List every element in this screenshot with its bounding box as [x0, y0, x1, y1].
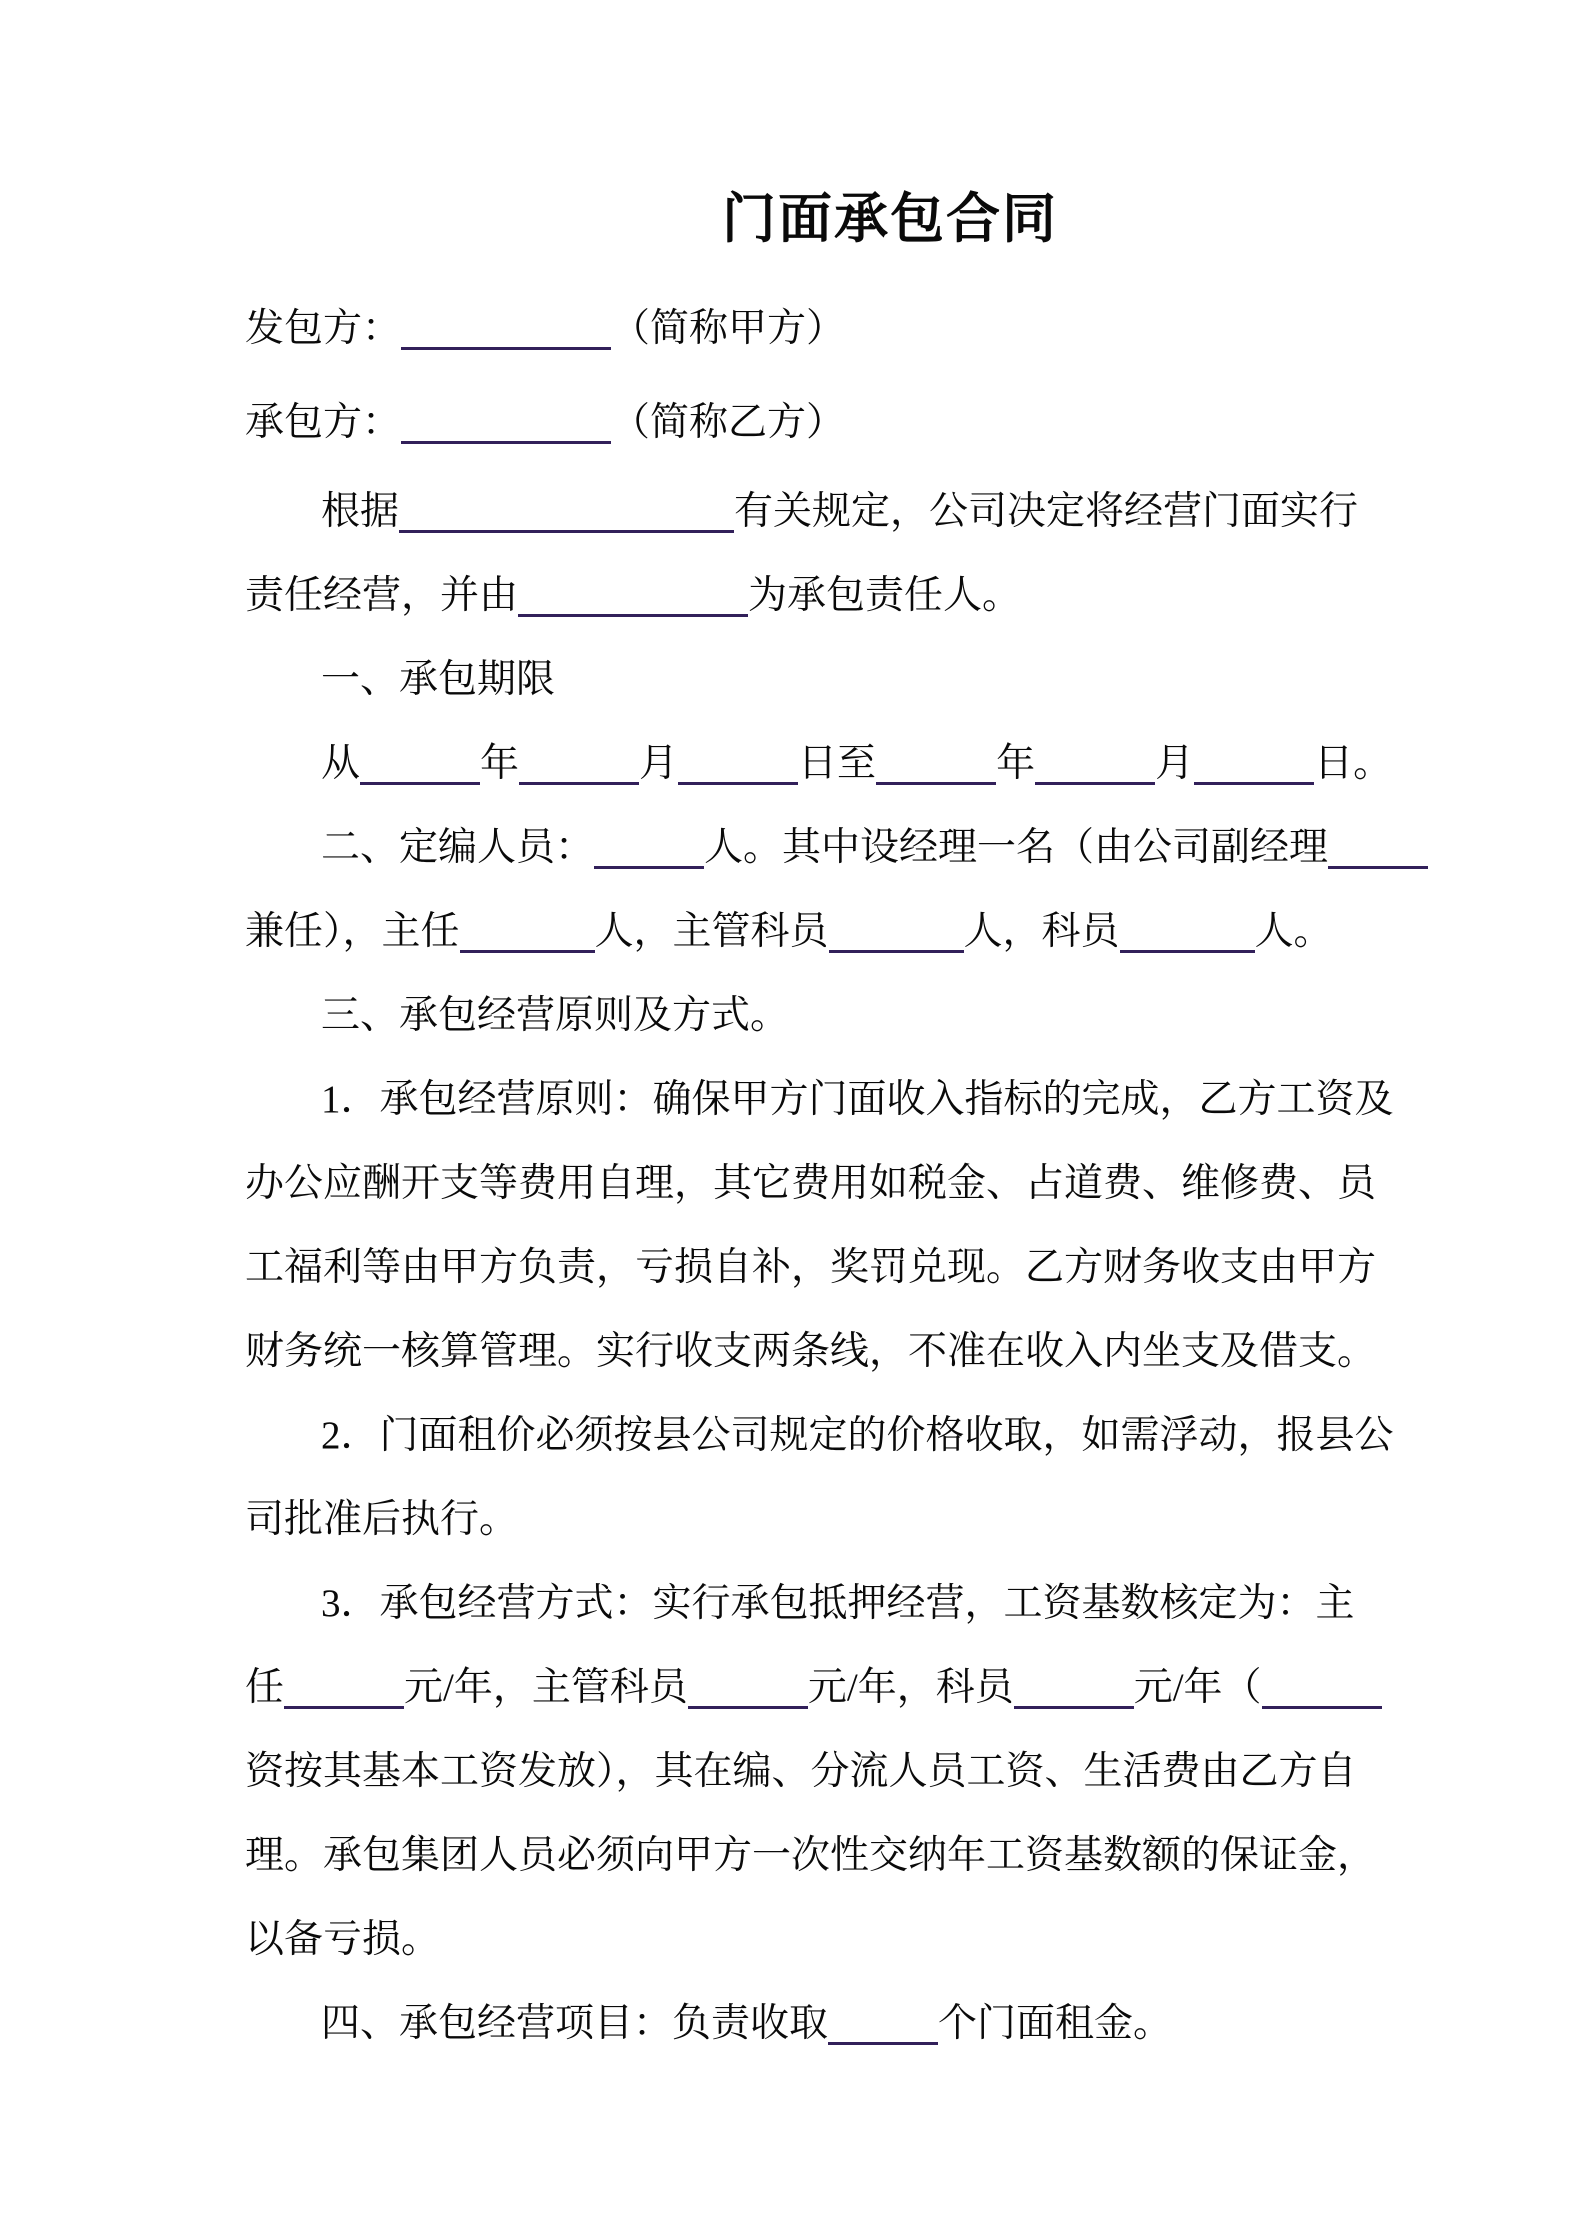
- paragraph-line: [245, 1142, 1460, 1226]
- fill-in-blank-underline: [1035, 779, 1155, 785]
- text-run: 1．承包经营原则：确保甲方门面收入指标的完成，乙方工资及: [321, 1078, 1394, 1121]
- paragraph-line: [245, 376, 1460, 470]
- paragraph-line: [245, 1562, 1460, 1646]
- fill-in-blank-underline: [688, 1703, 808, 1709]
- text-run: 月: [1155, 742, 1195, 785]
- fill-in-blank-underline: [829, 947, 964, 953]
- text-run: 人。: [1254, 910, 1333, 953]
- fill-in-blank-underline: [284, 1703, 404, 1709]
- fill-in-blank-underline: [519, 779, 639, 785]
- text-run: （简称乙方）: [611, 401, 846, 444]
- document-body: [245, 282, 1460, 2066]
- text-run: 年: [996, 742, 1036, 785]
- text-run: 根据: [321, 490, 400, 533]
- paragraph-line: [245, 1982, 1460, 2066]
- text-run: 元/年，主管科员: [404, 1666, 688, 1709]
- text-run: 司批准后执行。: [245, 1498, 519, 1541]
- paragraph-line: [245, 1394, 1460, 1478]
- paragraph-line: [245, 282, 1460, 376]
- paragraph-line: [245, 890, 1460, 974]
- fill-in-blank-underline: [876, 779, 996, 785]
- text-run: 人。其中设经理一名（由公司副经理: [704, 826, 1329, 869]
- text-run: 任: [245, 1666, 285, 1709]
- fill-in-blank-underline: [460, 947, 595, 953]
- fill-in-blank-underline: [594, 863, 704, 869]
- fill-in-blank-underline: [1262, 1703, 1382, 1709]
- paragraph-line: [245, 1814, 1460, 1898]
- text-run: 兼任），主任: [245, 910, 460, 953]
- text-run: 以备亏损。: [245, 1918, 441, 1961]
- paragraph-line: [245, 722, 1460, 806]
- paragraph-line: [245, 1730, 1460, 1814]
- text-run: 从: [321, 742, 361, 785]
- text-run: 元/年，科员: [807, 1666, 1014, 1709]
- fill-in-blank-underline: [1194, 779, 1314, 785]
- text-run: 年: [480, 742, 520, 785]
- text-run: 三、承包经营原则及方式。: [321, 994, 790, 1037]
- fill-in-blank-underline: [678, 779, 798, 785]
- text-run: 二、定编人员：: [321, 826, 595, 869]
- paragraph-line: [245, 1478, 1460, 1562]
- paragraph-line: [245, 1226, 1460, 1310]
- text-run: 2．门面租价必须按县公司规定的价格收取，如需浮动，报县公: [321, 1414, 1394, 1457]
- paragraph-line: [245, 974, 1460, 1058]
- paragraph-line: [245, 1310, 1460, 1394]
- text-run: 一、承包期限: [321, 658, 556, 701]
- text-run: 资按其基本工资发放），其在编、分流人员工资、生活费由乙方自: [245, 1750, 1357, 1793]
- text-run: 人，主管科员: [594, 910, 829, 953]
- paragraph-line: [245, 1058, 1460, 1142]
- text-run: 四、承包经营项目：负责收取: [321, 2002, 829, 2045]
- text-run: 3．承包经营方式：实行承包抵押经营，工资基数核定为：主: [321, 1582, 1355, 1625]
- text-run: 日至: [798, 742, 877, 785]
- paragraph-line: [245, 638, 1460, 722]
- text-run: （简称甲方）: [611, 307, 846, 350]
- text-run: 有关规定，公司决定将经营门面实行: [734, 490, 1359, 533]
- text-run: 为承包责任人。: [748, 574, 1022, 617]
- fill-in-blank-underline: [518, 611, 748, 617]
- text-run: 日。: [1314, 742, 1393, 785]
- paragraph-line: [245, 554, 1460, 638]
- text-run: 个门面租金。: [938, 2002, 1173, 2045]
- text-run: 办公应酬开支等费用自理，其它费用如税金、占道费、维修费、员: [245, 1162, 1377, 1205]
- fill-in-blank-underline: [1014, 1703, 1134, 1709]
- fill-in-blank-underline: [401, 438, 611, 444]
- paragraph-line: [245, 470, 1460, 554]
- paragraph-line: [245, 1646, 1460, 1730]
- document-title: 门面承包合同: [722, 189, 1058, 249]
- text-run: 财务统一核算管理。实行收支两条线，不准在收入内坐支及借支。: [245, 1330, 1377, 1373]
- fill-in-blank-underline: [401, 344, 611, 350]
- text-run: 理。承包集团人员必须向甲方一次性交纳年工资基数额的保证金，: [245, 1834, 1377, 1877]
- text-run: 发包方：: [245, 307, 402, 350]
- fill-in-blank-underline: [360, 779, 480, 785]
- paragraph-line: [245, 1898, 1460, 1982]
- text-run: 元/年（: [1133, 1666, 1262, 1709]
- text-run: 责任经营，并由: [245, 574, 519, 617]
- fill-in-blank-underline: [1328, 863, 1428, 869]
- paragraph-line: [245, 806, 1460, 890]
- text-run: 工福利等由甲方负责，亏损自补，奖罚兑现。乙方财务收支由甲方: [245, 1246, 1377, 1289]
- fill-in-blank-underline: [828, 2039, 938, 2045]
- text-run: 人，科员: [963, 910, 1120, 953]
- fill-in-blank-underline: [399, 527, 734, 533]
- text-run: 月: [639, 742, 679, 785]
- text-run: 承包方：: [245, 401, 402, 444]
- fill-in-blank-underline: [1120, 947, 1255, 953]
